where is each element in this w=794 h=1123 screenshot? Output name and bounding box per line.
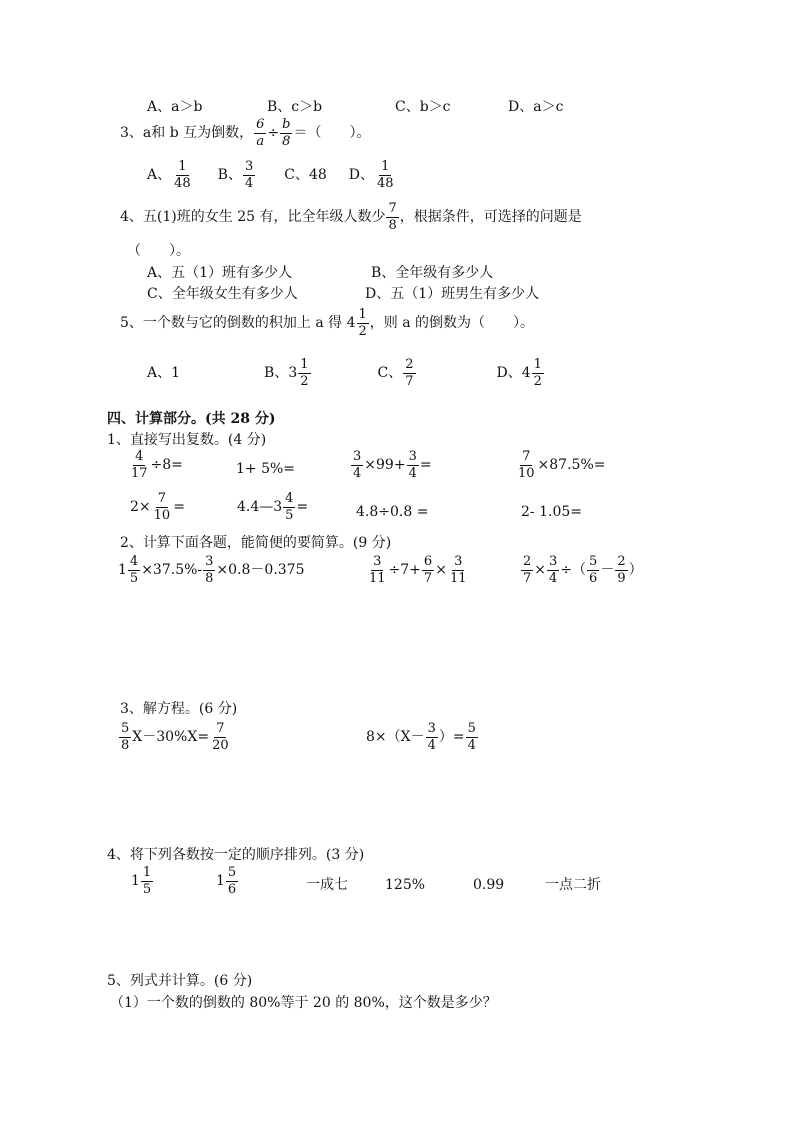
- s1-e3-mid: ×99+: [364, 457, 406, 474]
- s1-e5-rest: =: [173, 499, 185, 516]
- s3-equation-1: [118, 722, 232, 752]
- s4-number-2: [216, 866, 239, 896]
- q3-fraction-1: $\frac{6}{a}$: [256, 117, 265, 149]
- s2-p3-end: ）: [628, 562, 643, 579]
- s4-number-4: 125%: [385, 877, 426, 893]
- q3-options: [147, 160, 397, 190]
- s2-p3-mid-3: －: [600, 562, 615, 579]
- s2-p1-mid: ×37.5%-: [141, 562, 203, 579]
- s4-number-6: 一点二折: [545, 877, 601, 893]
- s1-e6-fraction: $\frac{4}{5}$: [285, 491, 294, 523]
- s1-e5-fraction: $\frac{7}{10}$: [153, 491, 171, 523]
- q5-fraction: $\frac{1}{2}$: [358, 307, 367, 339]
- s1-expr-8: 2- 1.05=: [521, 504, 582, 520]
- s2-p2-fraction-2: $\frac{6}{7}$: [423, 554, 433, 586]
- q3-prefix: 3、a和 b 互为倒数，: [120, 125, 254, 142]
- q2-option-a: A、a＞b: [147, 99, 203, 115]
- q4-suffix: ，根据条件，可选择的问题是: [399, 209, 582, 226]
- q3-option-a-fraction: $\frac{1}{48}$: [174, 159, 191, 191]
- q5-option-b: B、3: [264, 365, 298, 382]
- s1-expr-2: 1+ 5%=: [236, 461, 296, 477]
- s2-problem-2: [366, 555, 469, 585]
- q5-option-d: D、4: [496, 365, 531, 382]
- s1-expr-5: [130, 492, 185, 522]
- s3-eq1-mid: X－30%X=: [132, 729, 210, 746]
- s2-p2-fraction-3: $\frac{3}{11}$: [449, 554, 467, 586]
- s2-p3-mid-2: ÷（: [560, 562, 587, 579]
- s2-p3-fraction-3: $\frac{5}{6}$: [589, 554, 598, 586]
- s4-heading: 4、将下列各数按一定的顺序排列。(3 分): [107, 847, 365, 863]
- q3-suffix: ＝（ ）。: [293, 125, 371, 142]
- q3-option-c: C、48: [284, 167, 327, 184]
- s2-p2-mid-2: ×: [435, 562, 447, 579]
- q4-option-a: A、五（1）班有多少人: [147, 265, 293, 281]
- q2-option-c: C、b＞c: [395, 99, 451, 115]
- s1-expr-1: [128, 450, 183, 480]
- s1-e6-pre: 4.4—3: [237, 499, 283, 516]
- s2-p1-whole: 1: [118, 562, 127, 579]
- s1-e1-rest: ÷8=: [150, 457, 183, 474]
- s2-heading: 2、计算下面各题，能简便的要简算。(9 分): [120, 535, 392, 551]
- s2-p1-rest: ×0.8－0.375: [216, 562, 305, 579]
- s5-heading: 5、列式并计算。(6 分): [107, 973, 253, 989]
- s2-p3-mid-1: ×: [534, 562, 547, 579]
- q3-fraction-2: $\frac{b}{8}$: [282, 117, 291, 149]
- s1-expr-7: 4.8÷0.8 =: [356, 504, 429, 520]
- s2-problem-1: [118, 555, 305, 585]
- s1-expr-3: [350, 450, 432, 480]
- q5-option-c-fraction: $\frac{2}{7}$: [405, 357, 414, 389]
- q5-question: [120, 308, 534, 338]
- q3-option-b: B、: [217, 167, 242, 184]
- q2-option-d: D、a＞c: [508, 99, 564, 115]
- q3-option-b-fraction: $\frac{3}{4}$: [244, 159, 254, 191]
- q2-option-b: B、c＞b: [267, 99, 323, 115]
- s1-heading: 1、直接写出复数。(4 分): [107, 432, 267, 448]
- q4-option-b: B、全年级有多少人: [371, 265, 494, 281]
- q3-option-a: A、: [147, 167, 172, 184]
- s2-p2-mid-1: ÷7+: [388, 562, 421, 579]
- s3-eq1-fraction-2: $\frac{7}{20}$: [212, 721, 229, 753]
- s1-expr-6: [237, 492, 308, 522]
- s4-number-1: [131, 866, 154, 896]
- s2-p3-fraction-2: $\frac{3}{4}$: [549, 554, 558, 586]
- q5-option-b-fraction: $\frac{1}{2}$: [300, 357, 309, 389]
- s1-e4-fraction: $\frac{7}{10}$: [518, 449, 535, 481]
- q4-option-d: D、五（1）班男生有多少人: [365, 286, 540, 302]
- s1-e3-fraction-1: $\frac{3}{4}$: [353, 449, 362, 481]
- s2-p3-fraction-1: $\frac{2}{7}$: [523, 554, 532, 586]
- s2-p3-fraction-4: $\frac{2}{9}$: [617, 554, 626, 586]
- s4-n2-whole: 1: [216, 873, 225, 890]
- q4-blank: （ ）。: [127, 243, 190, 259]
- q5-options: [147, 358, 545, 388]
- s4-number-3: 一成七: [306, 877, 348, 893]
- s1-e4-rest: ×87.5%=: [537, 457, 606, 474]
- s1-e6-rest: =: [296, 499, 309, 516]
- q5-option-c: C、: [377, 365, 403, 382]
- q5-prefix: 5、一个数与它的倒数的积加上 a 得 4: [120, 315, 356, 332]
- s2-p2-fraction-1: $\frac{3}{11}$: [369, 554, 386, 586]
- s1-e3-fraction-2: $\frac{3}{4}$: [408, 449, 417, 481]
- section-4-heading: 四、计算部分。(共 28 分): [107, 411, 276, 427]
- q5-suffix: ，则 a 的倒数为（ ）。: [369, 315, 535, 332]
- s3-eq2-pre: 8×（X－: [366, 729, 425, 746]
- s1-e5-pre: 2×: [130, 499, 151, 516]
- s1-e3-rest: =: [419, 457, 432, 474]
- s3-eq1-fraction-1: $\frac{5}{8}$: [121, 721, 130, 753]
- q4-option-c: C、全年级女生有多少人: [147, 286, 298, 302]
- s4-number-5: 0.99: [473, 877, 505, 893]
- q3-operator: ÷: [267, 125, 280, 142]
- s1-expr-4: [515, 450, 605, 480]
- s4-n2-fraction: $\frac{5}{6}$: [227, 865, 237, 897]
- q4-question: [120, 202, 582, 232]
- s5-question-1: （1）一个数的倒数的 80%等于 20 的 80%，这个数是多少？: [110, 995, 497, 1011]
- q4-prefix: 4、五(1)班的女生 25 有，比全年级人数少: [120, 209, 386, 226]
- s3-eq2-mid: ）=: [438, 729, 465, 746]
- s2-p1-fraction-2: $\frac{3}{8}$: [205, 554, 214, 586]
- q3-option-d-fraction: $\frac{1}{48}$: [377, 159, 394, 191]
- s3-heading: 3、解方程。(6 分): [120, 701, 238, 717]
- q3-question: [120, 118, 370, 148]
- s4-n1-fraction: $\frac{1}{5}$: [142, 865, 152, 897]
- q4-fraction: $\frac{7}{8}$: [388, 201, 397, 233]
- s3-equation-2: [366, 722, 479, 752]
- q5-option-d-fraction: $\frac{1}{2}$: [533, 357, 542, 389]
- q5-option-a: A、1: [147, 365, 181, 382]
- s1-e1-fraction: $\frac{4}{17}$: [131, 449, 148, 481]
- s2-problem-3: [520, 555, 643, 585]
- q3-option-d: D、: [348, 167, 375, 184]
- s3-eq2-fraction-1: $\frac{3}{4}$: [427, 721, 436, 753]
- s4-n1-whole: 1: [131, 873, 140, 890]
- s2-p1-fraction-1: $\frac{4}{5}$: [129, 554, 139, 586]
- s3-eq2-fraction-2: $\frac{5}{4}$: [467, 721, 476, 753]
